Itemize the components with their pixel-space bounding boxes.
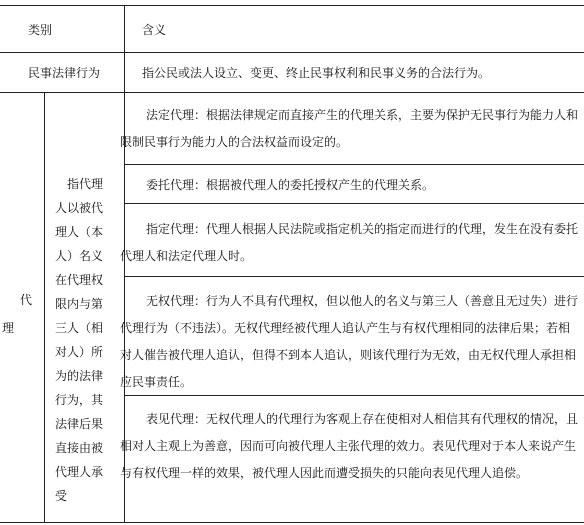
legal-act-meaning: 指公民或法人设立、变更、终止民事权利和民事义务的合法行为。: [142, 66, 491, 80]
legal-act-category: 民事法律行为: [28, 66, 101, 80]
subtype-divider-1: [124, 164, 584, 165]
subtype-unauthorized-agency: 无权代理：行为人不具有代理权，但以他人的名义与第三人（善意且无过失）进行代理行为（不违法）。无权代理经被代理人追认产生与有权代理相同的法律后果；若相对人催告被代理人追认，但得不到本人追认，则该代理行为无效，由无权代理人承担相应民事责任。: [120, 294, 579, 389]
header-bottom-border: [0, 52, 584, 53]
subtype-divider-3: [124, 276, 584, 277]
table-top-border: [0, 5, 584, 6]
agency-category-char-1: 代: [20, 293, 33, 307]
column-divider-inner: [44, 92, 45, 523]
subtype-divider-2: [124, 203, 584, 204]
legal-act-row-bottom-border: [0, 92, 584, 93]
subtype-designated-agency: 指定代理：代理人根据人民法院或指定机关的指定而进行的代理，发生在没有委托代理人和法定代理人时。: [120, 222, 579, 263]
table-bottom-border: [0, 522, 584, 523]
agency-definition: 指代理人以被代理人（本人）名义在代理权限内与第三人（相对人）所为的法律行为，其法律后果直接由被代理人承受: [55, 177, 104, 503]
subtype-apparent-agency: 表见代理：无权代理人的代理行为客观上存在使相对人相信其有代理权的情况，且相对人主观上为善意，因而可向被代理人主张代理的效力。表见代理对于本人来说产生与有权代理一样的效果，被代理人因此而遭受损失的只能向表见代理人追偿。: [120, 412, 579, 480]
header-category: 类别: [28, 23, 53, 37]
subtype-entrusted-agency: 委托代理：根据被代理人的委托授权产生的代理关系。: [146, 178, 435, 192]
header-meaning: 含义: [142, 23, 167, 37]
subtype-statutory-agency: 法定代理：根据法律规定而直接产生的代理关系，主要为保护无民事行为能力人和限制民事行为能力人的合法权益而设定的。: [120, 108, 579, 149]
agency-category-char-2: 理: [2, 321, 15, 335]
